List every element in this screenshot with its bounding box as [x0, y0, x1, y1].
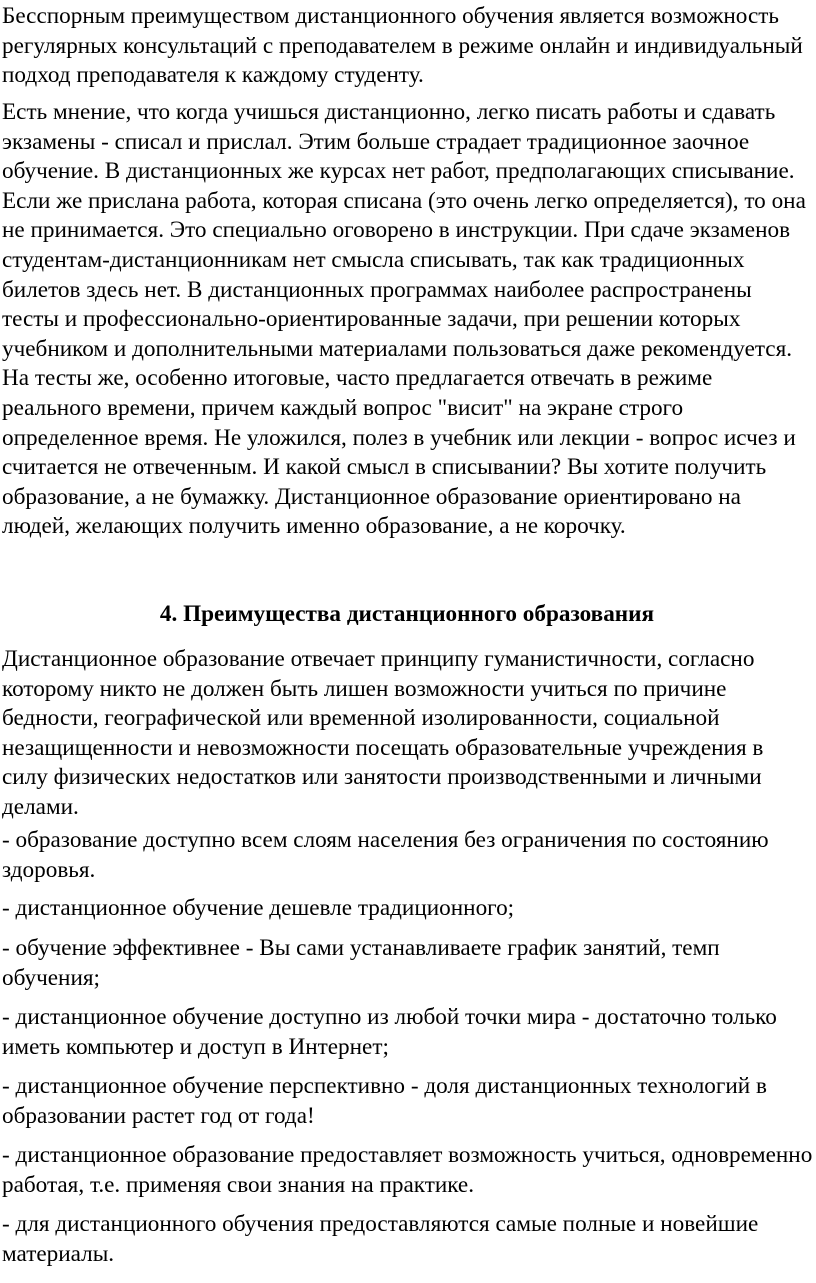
paragraph-cheating: Есть мнение, что когда учишься дистанционно, легко писать работы и сдавать экзамены - списал и прислал. Этим больше страдает традиционное заочное обучение. В дистанционных же курсах нет работ, предполагающих списывание. Если же прислана работа, которая списана (это очень легко определяется), то она не принимается. Это специально оговорено в инструкции. При сдаче экзаменов студентам-дистанционникам нет смысла списывать, так как традиционных билетов здесь нет. В дистанционных программах наиболее распространены тесты и профессионально-ориентированные задачи, при решении которых учебником и дополнительными материалами пользоваться даже рекомендуется. На тесты же, особенно итоговые, часто предлагается отвечать в режиме реального времени, причем каждый вопрос "висит" на экране строго определенное время. Не уложился, полез в учебник или лекции - вопрос исчез и считается не отвеченным. И какой смысл в списывании? Вы хотите получить образование, а не бумажку. Дистанционное образование ориентировано на людей, желающих получить именно образование, а не корочку. [2, 99, 806, 540]
list-item: - обучение эффективнее - Вы сами устанавливаете график занятий, темп обучения; [2, 935, 720, 991]
list-item: - для дистанционного обучения предоставляются самые полные и новейшие материалы. [2, 1211, 759, 1267]
list-item: - образование доступно всем слоям населения без ограничения по состоянию здоровья. [2, 827, 769, 883]
section-heading: 4. Преимущества дистанционного образования [159, 601, 655, 627]
paragraph-humanism: Дистанционное образование отвечает принципу гуманистичности, согласно которому никто не должен быть лишен возможности учиться по причине бедности, географической или временной изолированности, социальной незащищенности и невозможности посещать образовательные учреждения в силу физических недостатков или занятости производственными и личными делами. [2, 646, 764, 820]
list-item: - дистанционное обучение перспективно - доля дистанционных технологий в образовании растет год от года! [2, 1073, 767, 1129]
paragraph-consultations: Бесспорным преимуществом дистанционного обучения является возможность регулярных консультаций с преподавателем в режиме онлайн и индивидуальный подход преподавателя к каждому студенту. [2, 3, 803, 89]
list-item: - дистанционное обучение дешевле традиционного; [2, 895, 515, 921]
list-item: - дистанционное обучение доступно из любой точки мира - достаточно только иметь компьютер и доступ в Интернет; [2, 1004, 777, 1060]
list-item: - дистанционное образование предоставляет возможность учиться, одновременно работая, т.е. применяя свои знания на практике. [2, 1142, 813, 1198]
